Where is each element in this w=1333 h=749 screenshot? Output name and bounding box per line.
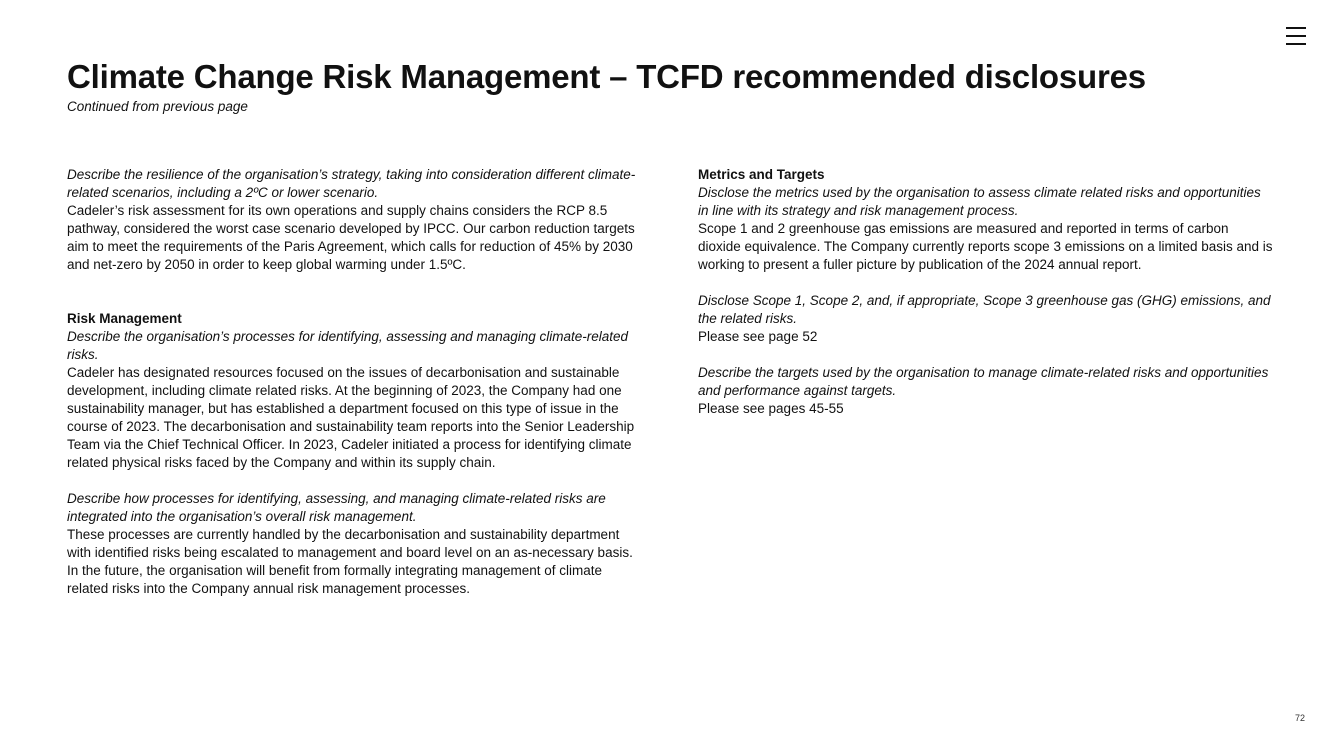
metrics-question-1: Disclose the metrics used by the organisation to assess climate related risks and opportunities in line with its strategy and risk management process. <box>698 185 1261 218</box>
risk-management-question-2: Describe how processes for identifying, assessing, and managing climate-related risks are integrated into the organisation’s overall risk management. <box>67 491 606 524</box>
metrics-answer-3: Please see pages 45-55 <box>698 401 844 416</box>
page-title: Climate Change Risk Management – TCFD recommended disclosures <box>67 58 1146 95</box>
right-column <box>698 166 1273 418</box>
strategy-resilience-question: Describe the resilience of the organisation’s strategy, taking into consideration different climate-related scenarios, including a 2ºC or lower scenario. <box>67 167 636 200</box>
hamburger-menu-icon[interactable] <box>1286 27 1306 45</box>
strategy-resilience-answer: Cadeler’s risk assessment for its own operations and supply chains considers the RCP 8.5 pathway, considered the worst case scenario developed by IPCC. Our carbon reduction targets aim to meet the requirements of the Paris Agreement, which calls for reduction of 45% by 2030 and net-zero by 2050 in order to keep global warming under 1.5ºC. <box>67 203 635 272</box>
menu-line <box>1286 27 1306 29</box>
left-column <box>67 166 642 598</box>
metrics-targets-heading: Metrics and Targets <box>698 167 825 182</box>
page-subtitle: Continued from previous page <box>67 99 248 114</box>
menu-line <box>1286 35 1306 37</box>
metrics-question-3: Describe the targets used by the organisation to manage climate-related risks and opportunities and performance against targets. <box>698 365 1269 398</box>
metrics-answer-1: Scope 1 and 2 greenhouse gas emissions are measured and reported in terms of carbon dioxide equivalence. The Company currently reports scope 3 emissions on a limited basis and is working to present a fuller picture by publication of the 2024 annual report. <box>698 221 1273 272</box>
metrics-answer-2: Please see page 52 <box>698 329 818 344</box>
risk-management-question-1: Describe the organisation’s processes for identifying, assessing and managing climate-related risks. <box>67 329 629 362</box>
risk-management-answer-2: These processes are currently handled by the decarbonisation and sustainability department with identified risks being escalated to management and board level on an as-necessary basis. In the future, the organisation will benefit from formally integrating management of climate related risks into the Company annual risk management processes. <box>67 527 633 596</box>
risk-management-heading: Risk Management <box>67 311 182 326</box>
metrics-question-2: Disclose Scope 1, Scope 2, and, if appropriate, Scope 3 greenhouse gas (GHG) emissions, and the related risks. <box>698 293 1271 326</box>
page-number: 72 <box>1295 713 1306 723</box>
menu-line <box>1286 43 1306 45</box>
risk-management-answer-1: Cadeler has designated resources focused on the issues of decarbonisation and sustainable development, including climate related risks. At the beginning of 2023, the Company had one sustainability manager, but has established a department focused on this type of issue in the course of 2023. The decarbonisation and sustainability team reports into the Senior Leadership Team via the Chief Technical Officer. In 2023, Cadeler initiated a process for identifying climate related physical risks faced by the Company and within its supply chain. <box>67 365 635 470</box>
